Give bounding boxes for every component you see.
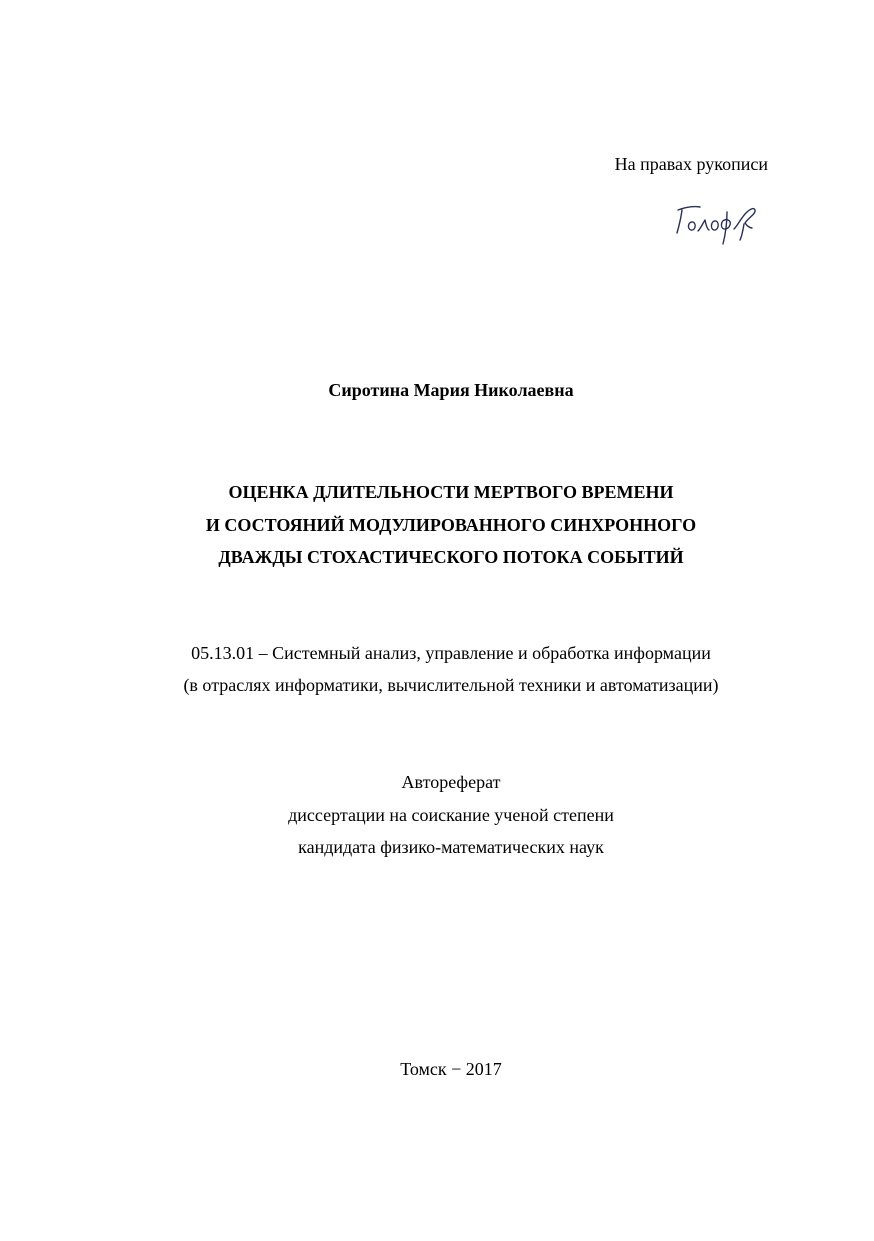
specialty-line: (в отраслях информатики, вычислительной техники и автоматизации)	[183, 675, 719, 695]
dissertation-title	[0, 476, 874, 574]
author-name: Сиротина Мария Николаевна	[328, 380, 574, 400]
specialty-code	[0, 637, 874, 701]
abstract-line: Автореферат	[401, 772, 501, 792]
abstract-designation	[0, 766, 874, 864]
title-line: И СОСТОЯНИЙ МОДУЛИРОВАННОГО СИНХРОННОГО	[205, 514, 697, 535]
abstract-line: диссертации на соискание ученой степени	[288, 804, 614, 825]
specialty-line: 05.13.01 – Системный анализ, управление и обработка информации	[191, 643, 711, 663]
place-and-year: Томск − 2017	[400, 1059, 502, 1079]
title-line: ОЦЕНКА ДЛИТЕЛЬНОСТИ МЕРТВОГО ВРЕМЕНИ	[228, 482, 674, 502]
title-line: ДВАЖДЫ СТОХАСТИЧЕСКОГО ПОТОКА СОБЫТИЙ	[218, 547, 684, 567]
abstract-line: кандидата физико-математических наук	[298, 837, 604, 857]
handwritten-signature	[668, 198, 766, 246]
rights-notice: На правах рукописи	[614, 154, 768, 174]
